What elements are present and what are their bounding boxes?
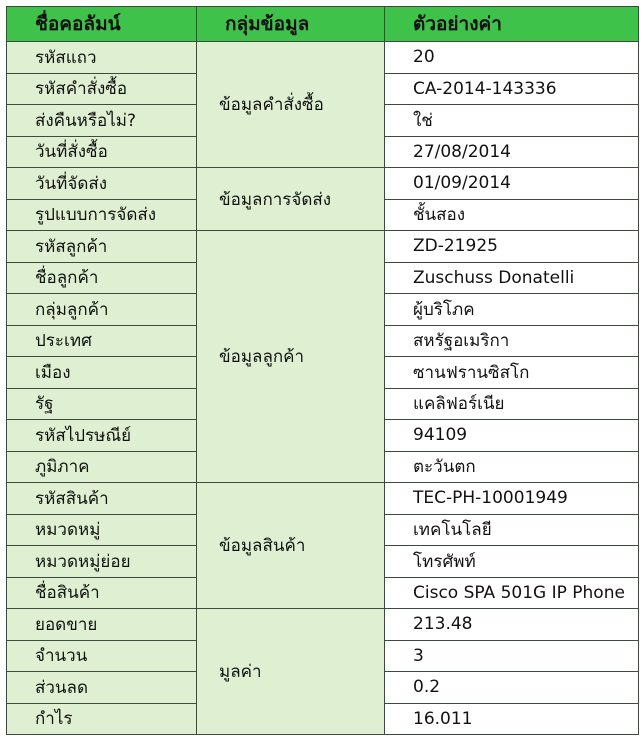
sample-value-cell: CA-2014-143336 — [385, 73, 639, 105]
sample-value-cell: Zuschuss Donatelli — [385, 262, 639, 294]
data-dictionary-table — [6, 6, 639, 735]
column-name-cell: ส่งคืนหรือไม่? — [7, 105, 197, 137]
header-column-name: ชื่อคอลัมน์ — [7, 7, 197, 42]
data-dictionary — [6, 6, 638, 735]
table-row — [7, 168, 639, 200]
column-name-cell: วันที่จัดส่ง — [7, 168, 197, 200]
column-name-cell: ประเทศ — [7, 325, 197, 357]
header-sample: ตัวอย่างค่า — [385, 7, 639, 42]
column-name-cell: หมวดหมู่ย่อย — [7, 546, 197, 578]
column-name-cell: วันที่สั่งซื้อ — [7, 136, 197, 168]
column-name-cell: รหัสคำสั่งซื้อ — [7, 73, 197, 105]
group-cell: ข้อมูลคำสั่งซื้อ — [197, 42, 385, 168]
group-cell: มูลค่า — [197, 609, 385, 735]
sample-value-cell: 16.011 — [385, 703, 639, 735]
sample-value-cell: Cisco SPA 501G IP Phone — [385, 577, 639, 609]
sample-value-cell: แคลิฟอร์เนีย — [385, 388, 639, 420]
sample-value-cell: ซานฟรานซิสโก — [385, 357, 639, 389]
group-cell: ข้อมูลสินค้า — [197, 483, 385, 609]
group-cell: ข้อมูลลูกค้า — [197, 231, 385, 483]
table-row — [7, 483, 639, 515]
column-name-cell: ยอดขาย — [7, 609, 197, 641]
sample-value-cell: 27/08/2014 — [385, 136, 639, 168]
table-row — [7, 42, 639, 74]
sample-value-cell: 20 — [385, 42, 639, 74]
sample-value-cell: สหรัฐอเมริกา — [385, 325, 639, 357]
column-name-cell: กำไร — [7, 703, 197, 735]
header-row — [7, 7, 639, 42]
sample-value-cell: ZD-21925 — [385, 231, 639, 263]
sample-value-cell: 0.2 — [385, 672, 639, 704]
column-name-cell: รหัสสินค้า — [7, 483, 197, 515]
sample-value-cell: โทรศัพท์ — [385, 546, 639, 578]
sample-value-cell: 01/09/2014 — [385, 168, 639, 200]
sample-value-cell: 94109 — [385, 420, 639, 452]
table-row — [7, 609, 639, 641]
sample-value-cell: ใช่ — [385, 105, 639, 137]
group-cell: ข้อมูลการจัดส่ง — [197, 168, 385, 231]
table-body — [7, 42, 639, 735]
sample-value-cell: ตะวันตก — [385, 451, 639, 483]
column-name-cell: รัฐ — [7, 388, 197, 420]
column-name-cell: ชื่อลูกค้า — [7, 262, 197, 294]
column-name-cell: รหัสไปรษณีย์ — [7, 420, 197, 452]
column-name-cell: รหัสแถว — [7, 42, 197, 74]
column-name-cell: หมวดหมู่ — [7, 514, 197, 546]
sample-value-cell: 213.48 — [385, 609, 639, 641]
column-name-cell: จำนวน — [7, 640, 197, 672]
column-name-cell: ภูมิภาค — [7, 451, 197, 483]
sample-value-cell: TEC-PH-10001949 — [385, 483, 639, 515]
column-name-cell: ชื่อสินค้า — [7, 577, 197, 609]
sample-value-cell: เทคโนโลยี — [385, 514, 639, 546]
table-row — [7, 231, 639, 263]
sample-value-cell: ชั้นสอง — [385, 199, 639, 231]
column-name-cell: รูปแบบการจัดส่ง — [7, 199, 197, 231]
sample-value-cell: ผู้บริโภค — [385, 294, 639, 326]
column-name-cell: เมือง — [7, 357, 197, 389]
header-group: กลุ่มข้อมูล — [197, 7, 385, 42]
column-name-cell: ส่วนลด — [7, 672, 197, 704]
sample-value-cell: 3 — [385, 640, 639, 672]
column-name-cell: กลุ่มลูกค้า — [7, 294, 197, 326]
column-name-cell: รหัสลูกค้า — [7, 231, 197, 263]
